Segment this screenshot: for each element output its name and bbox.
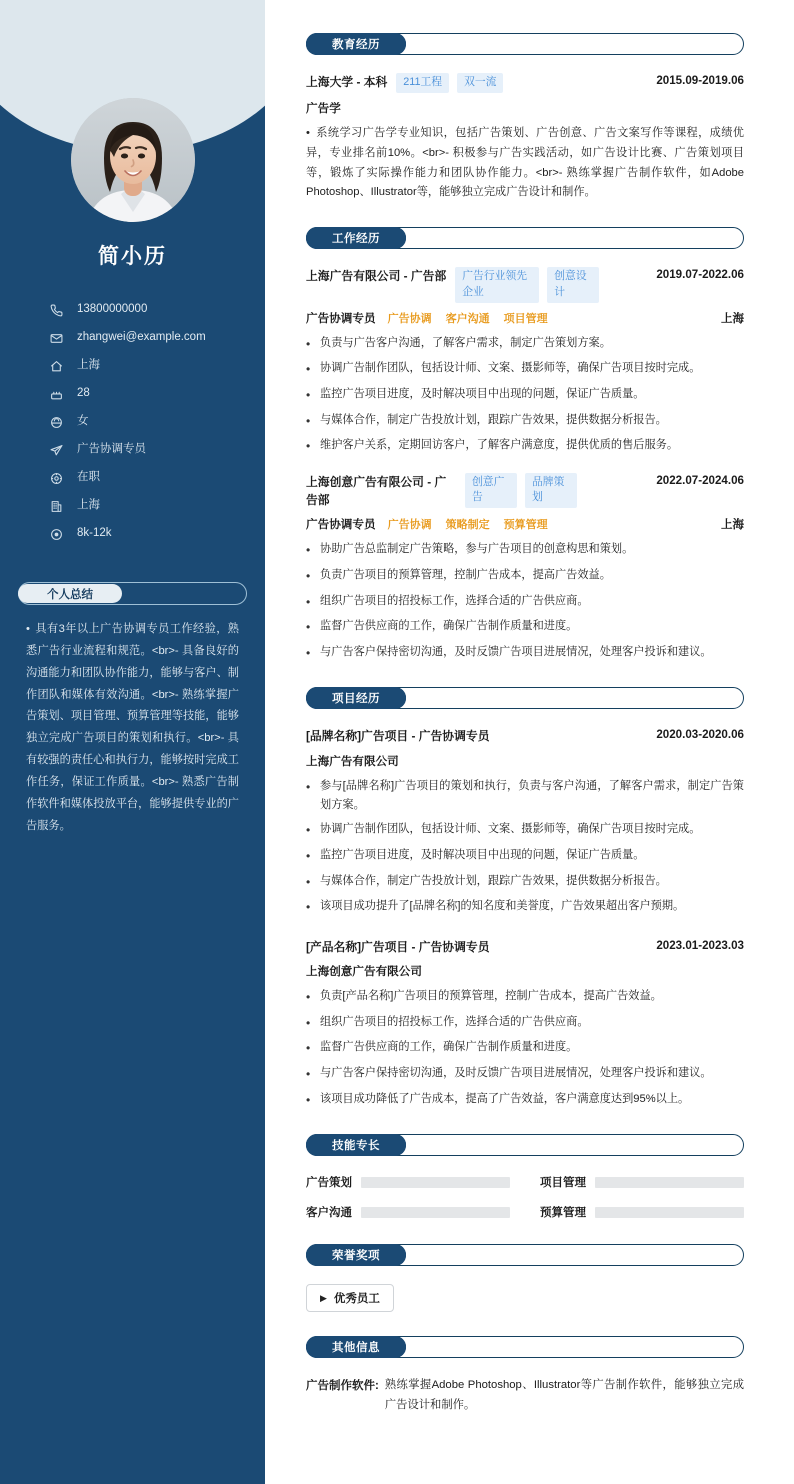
gender-icon xyxy=(50,415,68,429)
skill-track xyxy=(595,1207,744,1218)
work-skill-tags xyxy=(388,310,548,326)
section-header-other xyxy=(306,1336,744,1358)
contact-age-value: 28 xyxy=(77,387,90,400)
bullet-dot: • xyxy=(306,1092,311,1107)
project-name: [品牌名称]广告项目 - 广告协调专员 xyxy=(306,729,490,744)
education-major: 广告学 xyxy=(306,101,341,115)
bullet-dot: • xyxy=(306,413,311,428)
work-company: 上海创意广告有限公司 - 广告部 xyxy=(306,474,447,508)
project-bullet xyxy=(306,820,744,841)
education-entry xyxy=(306,73,744,203)
work-role-row xyxy=(306,310,744,326)
contact-city-value: 上海 xyxy=(77,499,100,512)
work-tags xyxy=(465,473,647,508)
contact-hometown xyxy=(50,352,265,380)
project-bullet xyxy=(306,1013,744,1034)
work-entry-header xyxy=(306,267,744,302)
bullet-dot: • xyxy=(306,336,311,351)
contact-status xyxy=(50,464,265,492)
work-location: 上海 xyxy=(721,312,744,325)
envelope-icon xyxy=(50,331,68,345)
section-tab-other xyxy=(306,1336,406,1358)
section-header-skills xyxy=(306,1134,744,1156)
skill-label: 项目管理 xyxy=(540,1177,586,1190)
bullet-dot: • xyxy=(306,645,311,660)
section-title-education: 教育经历 xyxy=(332,39,380,51)
contact-salary-value: 8k-12k xyxy=(77,527,112,540)
project-bullet xyxy=(306,987,744,1008)
work-bullet xyxy=(306,411,744,432)
work-bullet-text: 维护客户关系，定期回访客户，了解客户满意度，提供优质的售后服务。 xyxy=(320,439,679,452)
project-entry xyxy=(306,938,744,1110)
section-tab-work xyxy=(306,227,406,249)
section-tab-project xyxy=(306,687,406,709)
section-tab-awards xyxy=(306,1244,406,1266)
award-list xyxy=(306,1284,744,1312)
section-header-project xyxy=(306,687,744,709)
skill-label: 预算管理 xyxy=(540,1207,586,1220)
education-tag: 双一流 xyxy=(457,73,503,93)
project-bullet xyxy=(306,777,744,816)
work-bullet xyxy=(306,385,744,406)
project-entry xyxy=(306,727,744,917)
work-tags xyxy=(455,267,647,302)
skill-row xyxy=(306,1204,510,1220)
work-bullets xyxy=(306,334,744,457)
bullet-dot: • xyxy=(306,126,310,139)
paper-plane-icon xyxy=(50,443,68,457)
work-location: 上海 xyxy=(721,519,744,532)
skill-grid xyxy=(306,1174,744,1220)
project-bullet-text: 与媒体合作，制定广告投放计划，跟踪广告效果，提供数据分析报告。 xyxy=(320,874,667,887)
contact-age xyxy=(50,380,265,408)
main-column xyxy=(265,0,794,1484)
skill-track xyxy=(361,1207,510,1218)
work-tag: 广告行业领先企业 xyxy=(455,267,539,302)
work-entry xyxy=(306,473,744,664)
work-bullet-text: 与广告客户保持密切沟通，及时反馈广告项目进展情况，处理客户投诉和建议。 xyxy=(320,645,712,658)
award-item[interactable] xyxy=(306,1284,394,1312)
bullet-dot: • xyxy=(306,1066,311,1081)
avatar xyxy=(71,98,195,222)
work-bullet xyxy=(306,334,744,355)
education-school: 上海大学 - 本科 xyxy=(306,75,388,89)
work-skill-tag: 客户沟通 xyxy=(445,312,490,325)
skill-track xyxy=(595,1177,744,1188)
education-description xyxy=(306,124,744,204)
work-entry-header xyxy=(306,473,744,510)
project-bullet xyxy=(306,872,744,893)
project-bullet-text: 协调广告制作团队，包括设计师、文案、摄影师等，确保广告项目按时完成。 xyxy=(320,823,701,836)
project-bullet-text: 监督广告供应商的工作，确保广告制作质量和进度。 xyxy=(320,1041,578,1054)
project-bullet-text: 该项目成功提升了[品牌名称]的知名度和美誉度，广告效果超出客户预期。 xyxy=(320,900,685,913)
other-info-key: 广告制作软件: xyxy=(306,1380,379,1393)
contact-phone-value: 13800000000 xyxy=(77,303,148,316)
work-bullet-text: 组织广告项目的招投标工作，选择合适的广告供应商。 xyxy=(320,594,589,607)
project-bullet-text: 负责[产品名称]广告项目的预算管理，控制广告成本，提高广告效益。 xyxy=(320,990,662,1003)
section-body-project xyxy=(306,727,744,1110)
contact-gender xyxy=(50,408,265,436)
education-tags xyxy=(396,73,647,93)
bullet-dot: • xyxy=(306,823,311,838)
project-bullets xyxy=(306,777,744,918)
sidebar-section-title: 个人总结 xyxy=(18,584,122,603)
summary-body: 具有3年以上广告协调专员工作经验，熟悉广告行业流程和规范。<br>- 具备良好的沟通能力和团队协作能力，能够与客户、制作团队和媒体有效沟通。<br>- 熟练掌握广告策划、项目管理、预算管理等技能，能够独立完成广告项目的策划和执行。<br>- 具有较强的责任心和执行力，能够按时完成工作任务，保证工作质量。<br>- 熟悉广告制作软件和媒体投放平台，能够提供专业的广告服务。 xyxy=(26,623,239,832)
bullet-dot: • xyxy=(306,900,311,915)
project-name: [产品名称]广告项目 - 广告协调专员 xyxy=(306,939,490,954)
bullet-dot: • xyxy=(306,439,311,454)
award-label: 优秀员工 xyxy=(333,1293,380,1306)
project-bullet xyxy=(306,1038,744,1059)
avatar-wrapper xyxy=(0,0,265,222)
phone-icon xyxy=(50,303,68,317)
bullet-dot: • xyxy=(306,362,311,377)
bullet-dot: • xyxy=(306,594,311,609)
project-bullet-text: 该项目成功降低了广告成本，提高了广告效益，客户满意度达到95%以上。 xyxy=(320,1092,690,1105)
section-title-other: 其他信息 xyxy=(332,1342,380,1355)
bullet-dot: • xyxy=(306,1015,311,1030)
work-bullet-text: 监控广告项目进度，及时解决项目中出现的问题，保证广告质量。 xyxy=(320,387,645,400)
work-bullet xyxy=(306,643,744,664)
contact-city xyxy=(50,492,265,520)
project-bullets xyxy=(306,987,744,1110)
section-header-education xyxy=(306,33,744,55)
project-company: 上海创意广告有限公司 xyxy=(306,965,422,979)
work-role: 广告协调专员 xyxy=(306,311,376,325)
section-header-work xyxy=(306,227,744,249)
status-icon xyxy=(50,471,68,485)
bullet-dot: • xyxy=(306,848,311,863)
bullet-dot: • xyxy=(306,387,311,402)
skill-row xyxy=(306,1174,510,1190)
work-bullet xyxy=(306,359,744,380)
skill-label: 广告策划 xyxy=(306,1177,352,1190)
contact-position-value: 广告协调专员 xyxy=(77,443,146,456)
bullet-dot: • xyxy=(306,874,311,889)
work-tag: 创意设计 xyxy=(547,267,599,302)
project-bullet-text: 监控广告项目进度，及时解决项目中出现的问题，保证广告质量。 xyxy=(320,848,645,861)
contact-hometown-value: 上海 xyxy=(77,359,100,372)
work-role-row xyxy=(306,516,744,532)
contact-gender-value: 女 xyxy=(77,415,89,428)
section-title-skills: 技能专长 xyxy=(332,1140,380,1153)
bullet-dot: • xyxy=(306,990,311,1005)
bullet-dot: • xyxy=(306,779,311,794)
work-bullet xyxy=(306,617,744,638)
section-title-awards: 荣誉奖项 xyxy=(332,1250,380,1263)
project-date: 2023.01-2023.03 xyxy=(656,938,744,952)
contact-list xyxy=(0,296,265,548)
project-bullet xyxy=(306,846,744,867)
contact-status-value: 在职 xyxy=(77,471,100,484)
play-triangle-icon: ▶ xyxy=(320,1292,327,1303)
section-body-education xyxy=(306,73,744,203)
project-date: 2020.03-2020.06 xyxy=(656,728,744,742)
contact-email-value: zhangwei@example.com xyxy=(77,331,206,344)
work-skill-tag: 预算管理 xyxy=(503,519,548,532)
contact-salary xyxy=(50,520,265,548)
personal-summary-text xyxy=(26,619,239,837)
work-skill-tags xyxy=(388,516,548,532)
project-bullet xyxy=(306,1090,744,1111)
cake-icon xyxy=(50,387,68,401)
section-body-work xyxy=(306,267,744,663)
summary-bullet: • xyxy=(26,623,30,635)
education-description-text: 系统学习广告学专业知识，包括广告策划、广告创意、广告文案写作等课程，成绩优异，专业排名前10%。<br>- 积极参与广告实践活动，如广告设计比赛、广告策划项目等，锻炼了实际操作能力和团队协作能力。<br>- 熟练掌握广告制作软件，如Adobe Photoshop、Illustrator等，能够独立完成广告设计和制作。 xyxy=(306,126,744,199)
work-date: 2019.07-2022.06 xyxy=(656,268,744,282)
skill-label: 客户沟通 xyxy=(306,1207,352,1220)
section-body-other xyxy=(306,1376,744,1416)
education-date: 2015.09-2019.06 xyxy=(656,74,744,87)
work-bullet xyxy=(306,566,744,587)
work-entry xyxy=(306,267,744,456)
project-bullet xyxy=(306,1064,744,1085)
work-skill-tag: 策略制定 xyxy=(445,519,490,532)
bullet-dot: • xyxy=(306,568,311,583)
education-entry-header xyxy=(306,73,744,93)
other-info-row xyxy=(306,1376,744,1416)
other-info-value: 熟练掌握Adobe Photoshop、Illustrator等广告制作软件，能够独立完成广告设计和制作。 xyxy=(384,1379,744,1411)
work-bullet-text: 与媒体合作，制定广告投放计划，跟踪广告效果，提供数据分析报告。 xyxy=(320,413,667,426)
work-date: 2022.07-2024.06 xyxy=(656,473,744,487)
sidebar xyxy=(0,0,265,1484)
bullet-dot: • xyxy=(306,543,311,558)
work-company: 上海广告有限公司 - 广告部 xyxy=(306,269,447,284)
work-bullet xyxy=(306,592,744,613)
work-skill-tag: 项目管理 xyxy=(503,312,548,325)
contact-phone xyxy=(50,296,265,324)
work-skill-tag: 广告协调 xyxy=(387,519,432,532)
section-tab-education xyxy=(306,33,406,55)
work-bullet-text: 协调广告制作团队，包括设计师、文案、摄影师等，确保广告项目按时完成。 xyxy=(320,362,701,375)
skill-row xyxy=(540,1174,744,1190)
skill-row xyxy=(540,1204,744,1220)
project-bullet-text: 与广告客户保持密切沟通，及时反馈广告项目进展情况，处理客户投诉和建议。 xyxy=(320,1066,712,1079)
work-bullets xyxy=(306,540,744,663)
skill-track xyxy=(361,1177,510,1188)
work-bullet xyxy=(306,436,744,457)
project-bullet-text: 组织广告项目的招投标工作，选择合适的广告供应商。 xyxy=(320,1015,589,1028)
sidebar-section-header-summary xyxy=(18,582,247,605)
section-header-awards xyxy=(306,1244,744,1266)
work-skill-tag: 广告协调 xyxy=(387,312,432,325)
work-tag: 创意广告 xyxy=(465,473,517,508)
contact-position xyxy=(50,436,265,464)
work-bullet-text: 负责与广告客户沟通，了解客户需求，制定广告策划方案。 xyxy=(320,336,611,349)
contact-email xyxy=(50,324,265,352)
section-title-work: 工作经历 xyxy=(332,233,380,246)
project-company: 上海广告有限公司 xyxy=(306,754,399,768)
salary-icon xyxy=(50,527,68,541)
work-bullet-text: 负责广告项目的预算管理，控制广告成本，提高广告效益。 xyxy=(320,568,611,581)
project-entry-header xyxy=(306,727,744,745)
section-tab-skills xyxy=(306,1134,406,1156)
bullet-dot: • xyxy=(306,1041,311,1056)
project-entry-header xyxy=(306,938,744,956)
person-name: 简小历 xyxy=(98,245,167,268)
work-role: 广告协调专员 xyxy=(306,518,376,532)
work-bullet xyxy=(306,540,744,561)
building-icon xyxy=(50,499,68,513)
section-body-awards xyxy=(306,1284,744,1312)
work-bullet-text: 监督广告供应商的工作，确保广告制作质量和进度。 xyxy=(320,620,578,633)
home-icon xyxy=(50,359,68,373)
project-bullet-text: 参与[品牌名称]广告项目的策划和执行，负责与客户沟通，了解客户需求，制定广告策划方案。 xyxy=(320,779,744,812)
work-tag: 品牌策划 xyxy=(525,473,577,508)
section-title-project: 项目经历 xyxy=(332,693,380,706)
work-bullet-text: 协助广告总监制定广告策略，参与广告项目的创意构思和策划。 xyxy=(320,543,634,556)
education-tag: 211工程 xyxy=(396,73,449,93)
project-bullet xyxy=(306,897,744,918)
section-body-skills xyxy=(306,1174,744,1220)
bullet-dot: • xyxy=(306,620,311,635)
